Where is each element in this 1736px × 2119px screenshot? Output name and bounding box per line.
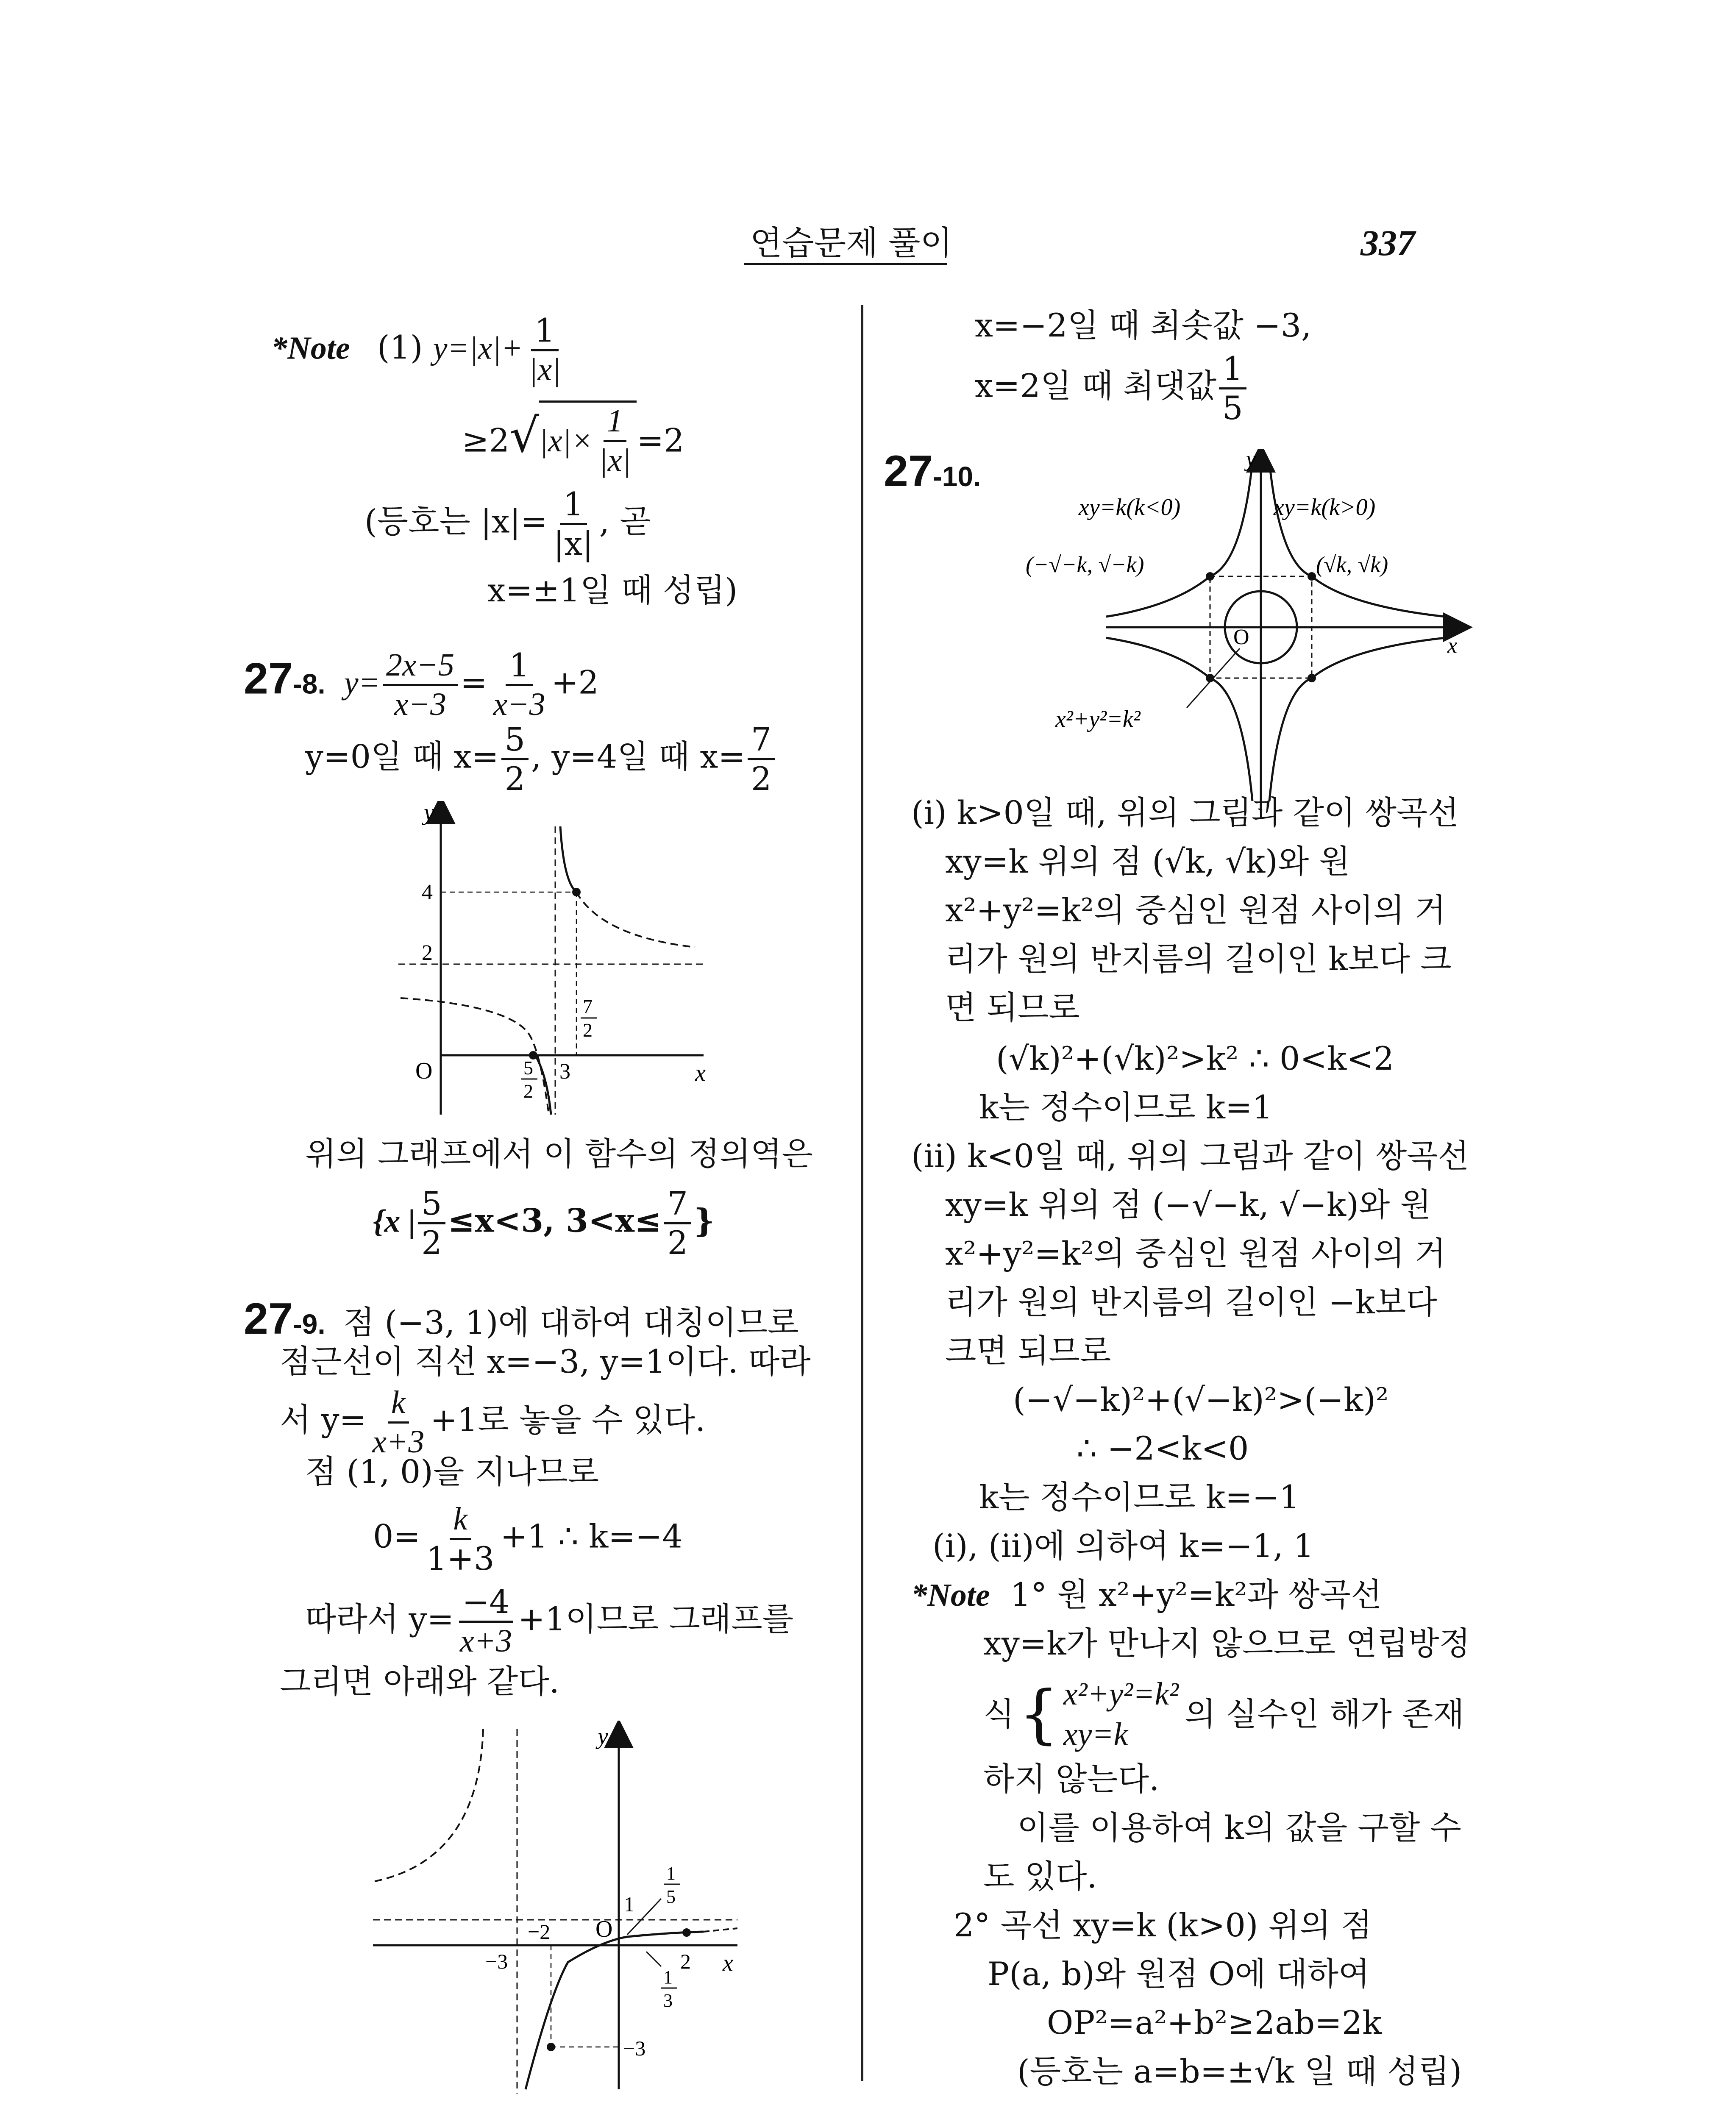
label-neg: xy=k(k<0) [1079, 494, 1181, 520]
x-label: x [1447, 634, 1458, 658]
frac-den: 2 [504, 759, 526, 798]
line-text: 점 (−3, 1)에 대하여 대칭이므로 [343, 1304, 799, 1341]
header-underline [744, 263, 947, 265]
note-right-line10: (등호는 a=b=±√k 일 때 성립) [1017, 2052, 1462, 2090]
tick-2: 2 [422, 941, 433, 965]
domain-b: ≤x<3, 3<x≤ [448, 1201, 662, 1240]
problem-27-9-line5 [373, 1502, 683, 1576]
left-brace-icon: { [1018, 1677, 1059, 1751]
tick-m2: −2 [528, 1920, 551, 1944]
p9-frac3 [456, 1585, 515, 1658]
problem-sub: -8. [292, 668, 326, 700]
p9-result-line2 [975, 352, 1249, 425]
case-i-line6: (√k)²+(√k)²>k² ∴ 0<k<2 [996, 1040, 1394, 1077]
note1-line3 [364, 487, 651, 561]
line-text: 0= [373, 1517, 421, 1555]
case-i-line7: k는 정수이므로 k=1 [979, 1088, 1273, 1126]
frac-num: 1 [604, 404, 626, 442]
point-q4 [1308, 674, 1316, 682]
frac-den: |x| [598, 442, 631, 478]
case-i-line4: 리가 원의 반지름의 길이인 k보다 크 [945, 940, 1452, 978]
tick-4: 4 [422, 880, 433, 904]
frac-den: x+3 [372, 1424, 425, 1460]
tick-72-den: 2 [583, 1019, 593, 1041]
p8-frac6 [664, 1187, 691, 1260]
note-label: *Note [911, 1577, 990, 1613]
point-2-15 [682, 1928, 691, 1937]
p8-frac2 [490, 648, 549, 722]
frac-num: 1 [560, 487, 587, 525]
pointer-13 [646, 1952, 661, 1966]
frac-num: 5 [501, 723, 529, 760]
label-pos: xy=k(k>0) [1274, 494, 1376, 520]
frac-num: k [388, 1386, 409, 1424]
case-ii-line7: ∴ −2<k<0 [1077, 1429, 1249, 1467]
frac-den: 5 [1222, 389, 1243, 427]
line-text: 서 y= [280, 1401, 367, 1439]
x-label: x [695, 1060, 706, 1086]
frac-den: |x| [553, 524, 593, 562]
point-q2 [1206, 572, 1214, 581]
tick-3: 3 [559, 1060, 570, 1084]
frac-den: |x| [529, 351, 561, 387]
frac-num: 5 [418, 1187, 445, 1224]
line-text: +1 ∴ k=−4 [500, 1517, 683, 1555]
sqrt-body [539, 400, 637, 478]
p8-frac1 [383, 648, 458, 722]
note-label: *Note [271, 330, 350, 366]
curve-right-dashed-tail [704, 1928, 737, 1932]
point-right-label: (√k, √k) [1316, 552, 1388, 577]
origin-label: O [595, 1916, 613, 1942]
case-i-line2: xy=k 위의 점 (√k, √k)와 원 [945, 843, 1350, 880]
frac-num: 1 [506, 648, 533, 686]
curve-right-solid [560, 826, 576, 892]
case-i-line3: x²+y²=k²의 중심인 원점 사이의 거 [945, 891, 1446, 929]
problem-27-9-line7: 그리면 아래와 같다. [280, 1663, 559, 1700]
note-right-line8: P(a, b)와 원점 O에 대하여 [988, 1955, 1370, 1993]
line-text: y=0일 때 x= [305, 737, 499, 776]
case-ii-line2: xy=k 위의 점 (−√−k, √−k)와 원 [945, 1186, 1431, 1224]
domain-c: } [693, 1201, 715, 1240]
hyperbola-q1 [1269, 462, 1445, 617]
problem-27-8-line2 [305, 720, 777, 798]
line-text: +1로 놓을 수 있다. [430, 1401, 706, 1439]
y-label: y [1246, 449, 1256, 471]
note-right-line3 [983, 1674, 1464, 1755]
tick-13-den: 3 [663, 1990, 673, 2011]
note-eq-head: y=|x|+ [433, 330, 523, 366]
graph-27-9 [364, 1721, 788, 2094]
tick-13-num: 1 [663, 1967, 673, 1988]
note-right-line5: 이를 이용하여 k의 값을 구할 수 [1017, 1809, 1461, 1846]
problem-27-8-domain [373, 1187, 715, 1260]
frac-num: 2x−5 [383, 648, 458, 686]
problem-27-9-line6 [305, 1585, 793, 1658]
point-q1 [1308, 572, 1316, 581]
eq-mid: = [460, 663, 487, 701]
case-ii-line1: (ii) k<0일 때, 위의 그림과 같이 쌍곡선 [911, 1137, 1469, 1175]
frac-num: k [450, 1502, 471, 1540]
point-left-label: (−√−k, √−k) [1026, 552, 1144, 577]
column-divider [861, 305, 863, 2081]
problem-sub: -9. [292, 1308, 326, 1340]
problem-27-10-heading [884, 447, 981, 496]
line-text: 따라서 y= [305, 1600, 454, 1638]
eq-lhs: y= [344, 665, 380, 701]
frac-den: 2 [667, 1224, 688, 1262]
sqrt-icon: √ [509, 408, 540, 463]
note-frac2 [595, 404, 634, 478]
curve-left-dashed [373, 1729, 483, 1882]
frac-den: 1+3 [426, 1539, 495, 1577]
tick-15-den: 5 [666, 1886, 676, 1907]
hyperbola-q2 [1106, 462, 1252, 617]
tick-72-num: 7 [583, 996, 593, 1017]
frac-num: 7 [748, 723, 775, 760]
frac-num: 7 [664, 1187, 691, 1224]
cond-mid: , 곧 [599, 502, 651, 540]
frac-den: 2 [751, 759, 772, 798]
note-right-line2: xy=k가 만나지 않으므로 연립방정 [983, 1624, 1470, 1662]
note-right-line4: 하지 않는다. [983, 1760, 1160, 1798]
note1-line1 [271, 311, 567, 387]
circle-label: x²+y²=k² [1055, 706, 1141, 732]
ineq-tail: =2 [637, 421, 684, 459]
frac-den: x−3 [493, 686, 545, 722]
ineq-head: ≥2 [462, 421, 510, 459]
domain-a: {x | [373, 1203, 416, 1239]
p9-result-line1: x=−2일 때 최솟값 −3, [975, 306, 1312, 344]
y-label: y [424, 801, 434, 826]
frac-num: 1 [531, 314, 558, 351]
hyperbola-q4 [1269, 638, 1445, 801]
note1-line4: x=±1일 때 성립) [487, 571, 738, 609]
case-i-line5: 면 되므로 [945, 989, 1080, 1026]
case-ii-line5: 크면 되므로 [945, 1332, 1111, 1370]
case-ii-line8: k는 정수이므로 k=−1 [979, 1478, 1300, 1516]
note-right-line7: 2° 곡선 xy=k (k>0) 위의 점 [954, 1906, 1372, 1944]
p8-frac3 [501, 720, 529, 798]
p9-frac1 [369, 1386, 428, 1459]
x-label: x [723, 1950, 733, 1976]
graph-27-10 [1009, 449, 1475, 814]
problem-27-8-text: 위의 그래프에서 이 함수의 정의역은 [305, 1135, 813, 1173]
top-frac [1219, 352, 1246, 425]
tick-52-den: 2 [523, 1080, 533, 1102]
note-frac3 [550, 487, 597, 561]
origin-label: O [415, 1058, 433, 1084]
line-text: 식 [983, 1695, 1015, 1733]
case-ii-line4: 리가 원의 반지름의 길이인 −k보다 [945, 1283, 1437, 1321]
problem-27-8-heading [244, 648, 599, 722]
y-label: y [598, 1723, 608, 1749]
problem-27-9-heading [244, 1294, 799, 1343]
point-m2-m3 [547, 2043, 555, 2051]
system-eq2: xy=k [1063, 1716, 1128, 1752]
note-right-line9: OP²=a²+b²≥2ab=2k [1047, 2004, 1382, 2041]
frac-num: −4 [459, 1585, 513, 1623]
frac-num: 1 [1219, 352, 1246, 389]
problem-27-9-line2: 점근선이 직선 x=−3, y=1이다. 따라 [280, 1343, 811, 1380]
p9-frac2 [423, 1502, 498, 1576]
curve-right-solid [526, 1932, 704, 2089]
line-text: x=2일 때 최댓값 [975, 367, 1217, 405]
tick-2: 2 [680, 1949, 691, 1973]
problem-number: 27 [244, 1294, 293, 1343]
eq-tail: +2 [551, 663, 599, 701]
p8-frac4 [748, 720, 775, 798]
problem-27-9-line3 [280, 1386, 705, 1459]
header-title: 연습문제 풀이 [750, 224, 952, 262]
note1-line2 [462, 400, 684, 478]
line-text: +1이므로 그래프를 [518, 1600, 794, 1638]
problem-number: 27 [884, 447, 933, 496]
case-ii-line9: (i), (ii)에 의하여 k=−1, 1 [932, 1527, 1314, 1565]
cond-head: (등호는 |x|= [364, 502, 548, 540]
note-item: (1) [377, 328, 423, 367]
curve-right-dashed [576, 892, 695, 947]
case-ii-line3: x²+y²=k²의 중심인 원점 사이의 거 [945, 1235, 1446, 1272]
case-i-line1: (i) k>0일 때, 위의 그림과 같이 쌍곡선 [911, 794, 1459, 831]
page-number: 337 [1360, 222, 1415, 263]
note-right-line6: 도 있다. [983, 1858, 1097, 1895]
point-72-4 [572, 888, 581, 896]
problem-27-9-line4: 점 (1, 0)을 지나므로 [305, 1453, 599, 1491]
equation-system [1063, 1674, 1179, 1755]
problem-number: 27 [244, 654, 293, 704]
tick-1: 1 [624, 1892, 634, 1916]
frac-den: x−3 [394, 686, 446, 722]
circle-label-pointer [1187, 648, 1240, 708]
sqrt-text: |x|× [539, 423, 593, 459]
note-frac1 [526, 311, 565, 387]
tick-m3y: −3 [623, 2036, 646, 2060]
line-text: 1° 원 x²+y²=k²과 쌍곡선 [1010, 1576, 1382, 1613]
problem-sub: -10. [932, 461, 981, 492]
origin-label: O [1233, 625, 1249, 649]
line-text: 의 실수인 해가 존재 [1184, 1695, 1464, 1733]
case-ii-line6: (−√−k)²+(√−k)²>(−k)² [1013, 1381, 1389, 1418]
frac-den: 2 [421, 1224, 442, 1262]
tick-52-num: 5 [523, 1057, 533, 1079]
frac-den: x+3 [460, 1623, 512, 1659]
tick-m3: −3 [485, 1949, 508, 1973]
note-right-line1 [911, 1576, 1382, 1613]
p8-frac5 [418, 1187, 445, 1260]
line-text: , y=4일 때 x= [531, 737, 746, 776]
graph-27-8 [381, 801, 721, 1123]
tick-15-num: 1 [666, 1863, 676, 1884]
system-eq1: x²+y²=k² [1063, 1676, 1179, 1712]
